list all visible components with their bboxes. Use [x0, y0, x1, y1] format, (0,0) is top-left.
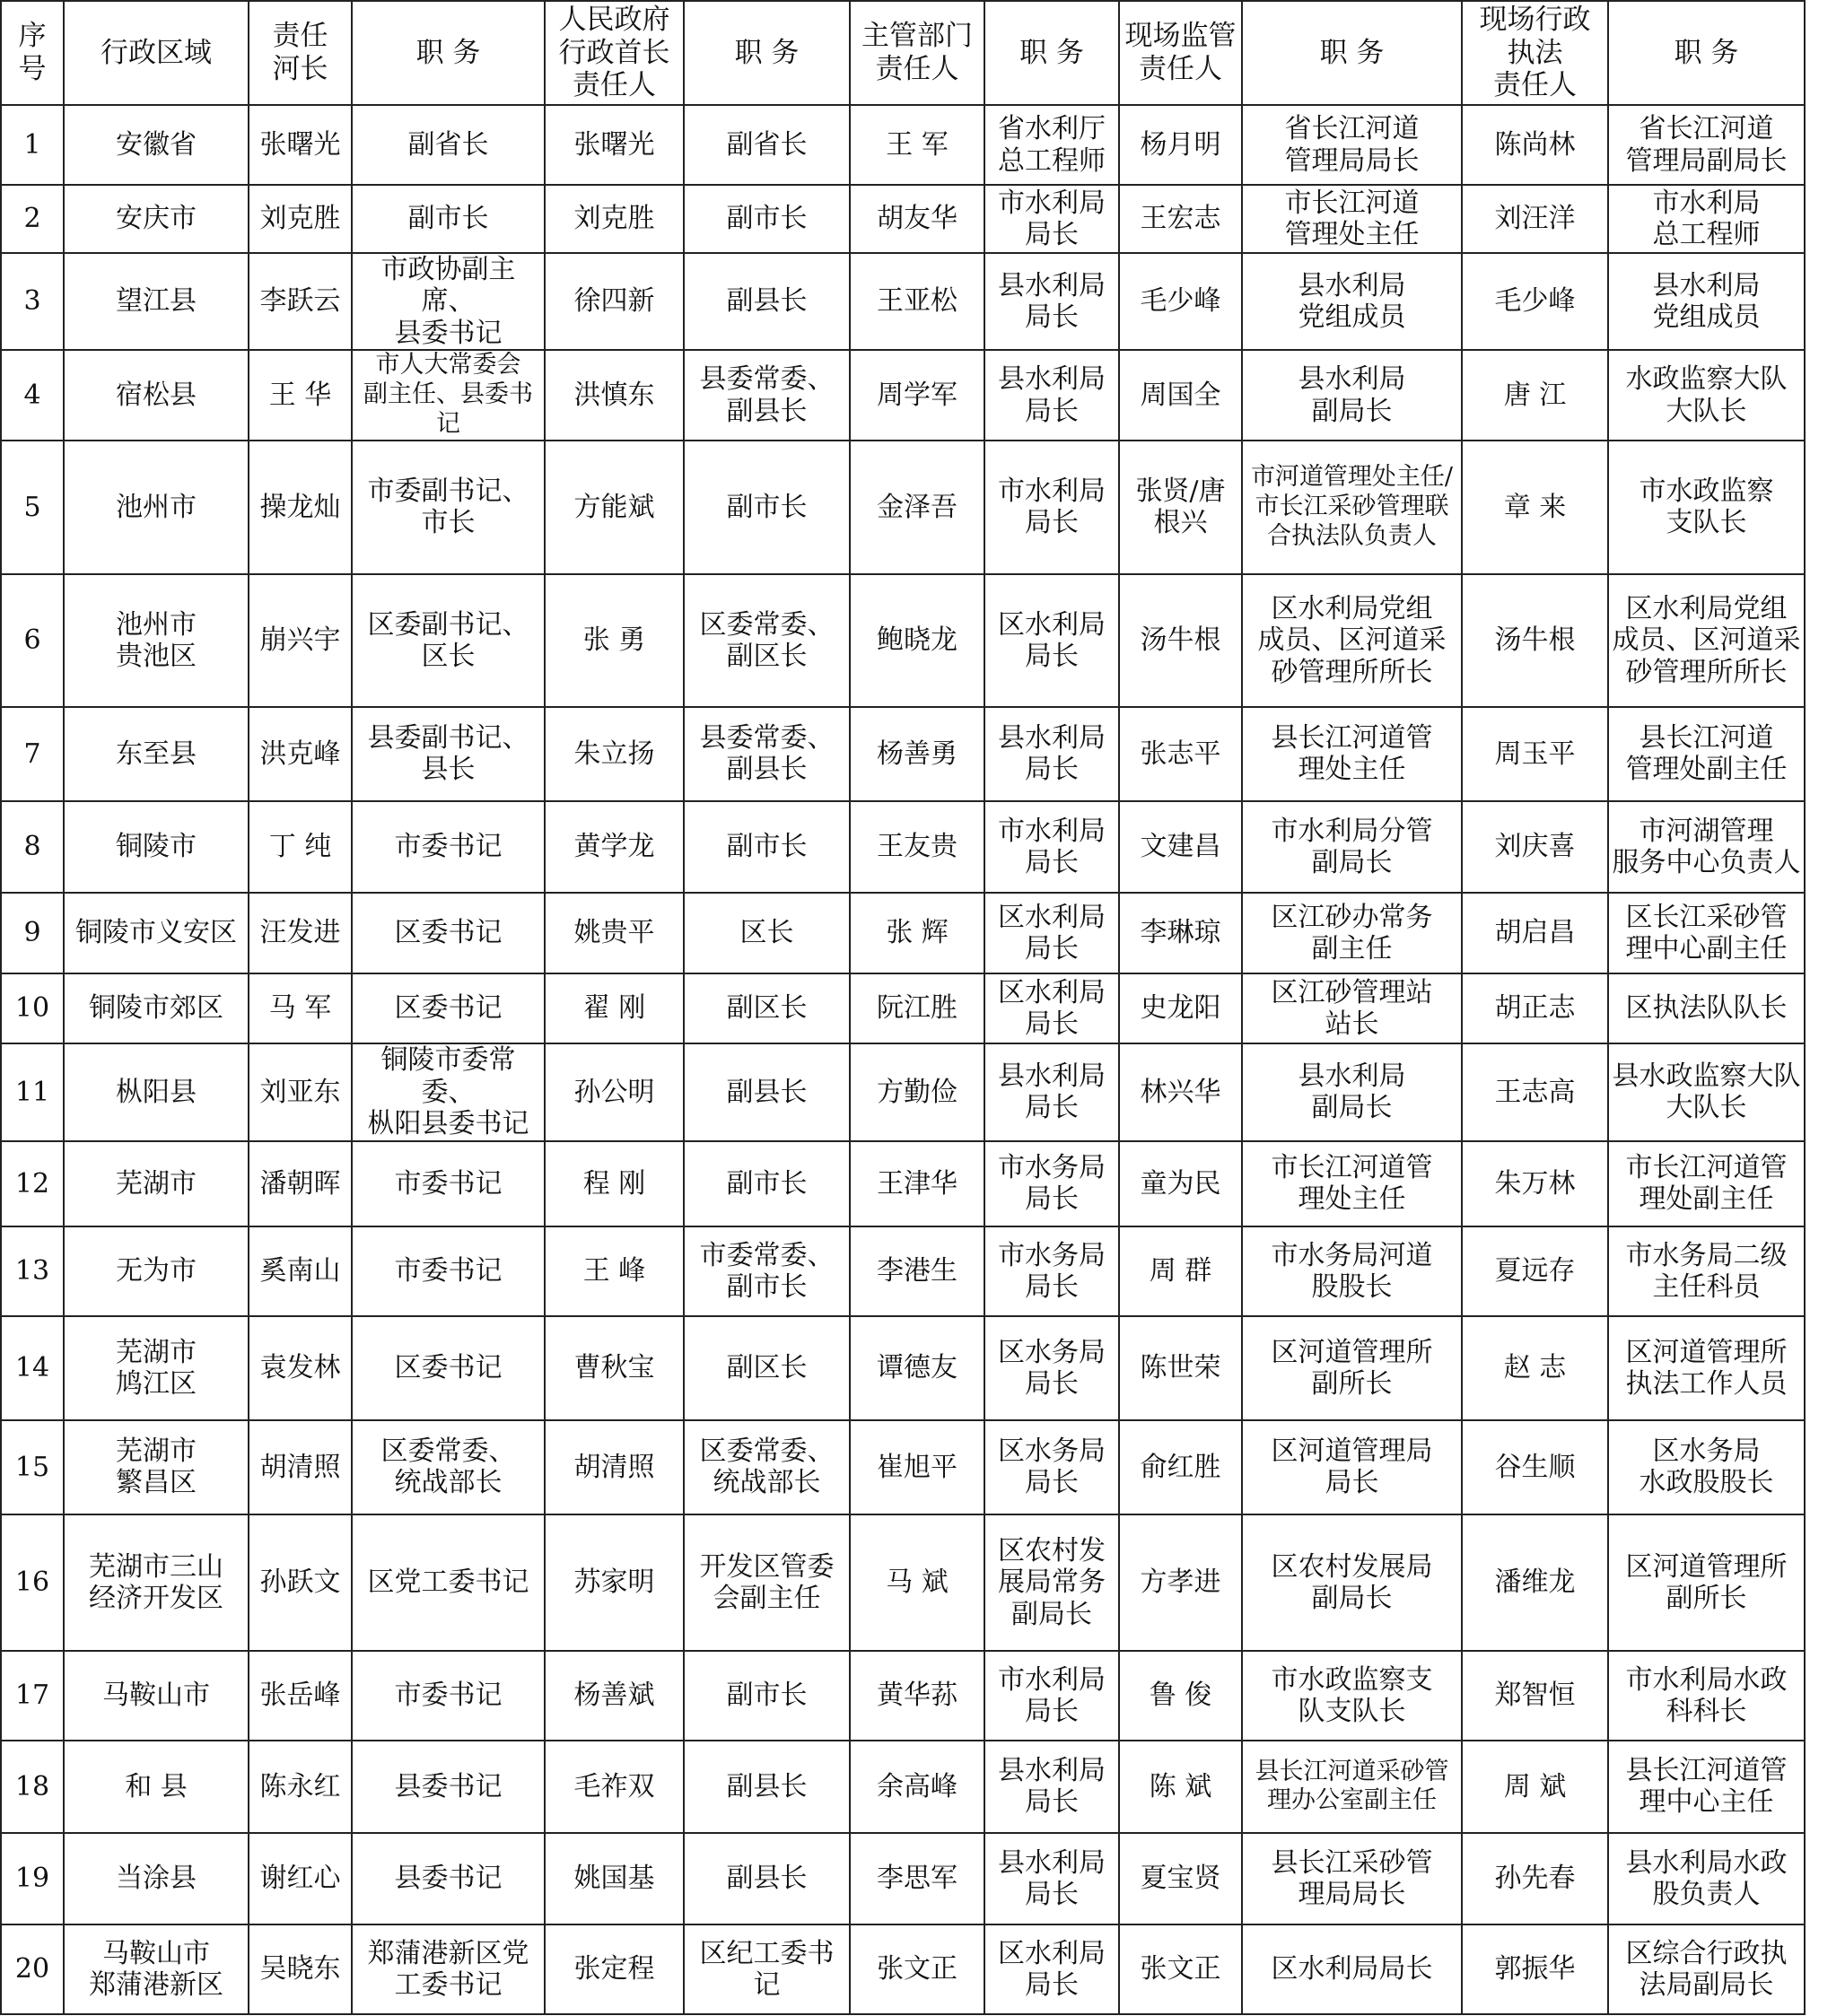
cell-onsite-supervisor-position: 市河道管理处主任/ 市长江采砂管理联 合执法队负责人	[1242, 441, 1462, 574]
cell-department-head-position: 区水利局 局长	[984, 893, 1119, 973]
table-row	[1, 253, 1805, 350]
cell-river-chief: 潘朝晖	[249, 1141, 352, 1226]
cell-region: 马鞍山市 郑蒲港新区	[64, 1924, 249, 2014]
cell-index: 7	[1, 707, 64, 801]
cell-enforcement-officer: 朱万林	[1462, 1141, 1608, 1226]
cell-river-chief: 谢红心	[249, 1833, 352, 1924]
cell-index: 17	[1, 1651, 64, 1741]
cell-index: 19	[1, 1833, 64, 1924]
cell-department-head: 杨善勇	[850, 707, 984, 801]
cell-enforcement-officer-position: 区河道管理所 副所长	[1608, 1514, 1805, 1651]
cell-government-head: 张 勇	[545, 574, 684, 707]
cell-river-chief-position: 郑蒲港新区党 工委书记	[352, 1924, 545, 2014]
table-row	[1, 1043, 1805, 1141]
cell-government-head: 方能斌	[545, 441, 684, 574]
table-row	[1, 1924, 1805, 2014]
header-row	[1, 1, 1805, 105]
header-onsite-supervisor: 现场监管 责任人	[1119, 1, 1242, 105]
cell-department-head-position: 县水利局 局长	[984, 1043, 1119, 1141]
cell-index: 8	[1, 801, 64, 893]
cell-department-head-position: 区农村发 展局常务 副局长	[984, 1514, 1119, 1651]
cell-enforcement-officer-position: 区长江采砂管 理中心副主任	[1608, 893, 1805, 973]
cell-river-chief-position: 区委书记	[352, 973, 545, 1043]
cell-index: 15	[1, 1420, 64, 1514]
cell-government-head: 杨善斌	[545, 1651, 684, 1741]
cell-index: 3	[1, 253, 64, 350]
cell-region: 东至县	[64, 707, 249, 801]
cell-river-chief: 张岳峰	[249, 1651, 352, 1741]
cell-department-head: 阮江胜	[850, 973, 984, 1043]
cell-enforcement-officer-position: 市水利局 总工程师	[1608, 185, 1805, 253]
table-row	[1, 105, 1805, 185]
cell-enforcement-officer-position: 区水利局党组 成员、区河道采 砂管理所所长	[1608, 574, 1805, 707]
cell-onsite-supervisor-position: 区江砂办常务 副主任	[1242, 893, 1462, 973]
cell-enforcement-officer: 潘维龙	[1462, 1514, 1608, 1651]
table-row	[1, 801, 1805, 893]
cell-enforcement-officer: 周 斌	[1462, 1741, 1608, 1833]
cell-onsite-supervisor: 陈世荣	[1119, 1316, 1242, 1420]
cell-government-head: 朱立扬	[545, 707, 684, 801]
cell-government-head-position: 副市长	[684, 801, 850, 893]
cell-index: 1	[1, 105, 64, 185]
cell-government-head-position: 副区长	[684, 1316, 850, 1420]
cell-river-chief: 操龙灿	[249, 441, 352, 574]
cell-department-head: 王亚松	[850, 253, 984, 350]
cell-government-head-position: 区委常委、 统战部长	[684, 1420, 850, 1514]
cell-enforcement-officer: 汤牛根	[1462, 574, 1608, 707]
table-row	[1, 1420, 1805, 1514]
cell-government-head-position: 区委常委、 副区长	[684, 574, 850, 707]
cell-onsite-supervisor-position: 区河道管理局 局长	[1242, 1420, 1462, 1514]
cell-enforcement-officer: 刘庆喜	[1462, 801, 1608, 893]
cell-enforcement-officer: 唐 江	[1462, 350, 1608, 441]
cell-enforcement-officer: 周玉平	[1462, 707, 1608, 801]
cell-enforcement-officer: 赵 志	[1462, 1316, 1608, 1420]
cell-onsite-supervisor-position: 县长江河道管 理处主任	[1242, 707, 1462, 801]
cell-river-chief-position: 市委书记	[352, 1141, 545, 1226]
cell-onsite-supervisor: 周国全	[1119, 350, 1242, 441]
cell-government-head-position: 市委常委、 副市长	[684, 1226, 850, 1316]
cell-river-chief-position: 市委书记	[352, 1651, 545, 1741]
cell-river-chief: 王 华	[249, 350, 352, 441]
cell-onsite-supervisor-position: 市长江河道管 理处主任	[1242, 1141, 1462, 1226]
cell-onsite-supervisor: 李琳琼	[1119, 893, 1242, 973]
cell-onsite-supervisor: 林兴华	[1119, 1043, 1242, 1141]
header-river-chief: 责任 河长	[249, 1, 352, 105]
header-index: 序 号	[1, 1, 64, 105]
cell-enforcement-officer: 郭振华	[1462, 1924, 1608, 2014]
cell-enforcement-officer-position: 县长江河道 管理处副主任	[1608, 707, 1805, 801]
cell-enforcement-officer-position: 县长江河道管 理中心主任	[1608, 1741, 1805, 1833]
cell-onsite-supervisor-position: 省长江河道 管理局局长	[1242, 105, 1462, 185]
cell-index: 10	[1, 973, 64, 1043]
cell-region: 望江县	[64, 253, 249, 350]
cell-department-head: 张 辉	[850, 893, 984, 973]
cell-enforcement-officer: 郑智恒	[1462, 1651, 1608, 1741]
cell-department-head: 鲍晓龙	[850, 574, 984, 707]
cell-enforcement-officer-position: 省长江河道 管理局副局长	[1608, 105, 1805, 185]
header-government-head-position: 职 务	[684, 1, 850, 105]
table-row	[1, 707, 1805, 801]
cell-government-head: 毛祚双	[545, 1741, 684, 1833]
cell-river-chief: 张曙光	[249, 105, 352, 185]
cell-department-head-position: 市水务局 局长	[984, 1141, 1119, 1226]
cell-government-head: 姚国基	[545, 1833, 684, 1924]
cell-region: 池州市	[64, 441, 249, 574]
cell-index: 5	[1, 441, 64, 574]
cell-government-head-position: 区纪工委书 记	[684, 1924, 850, 2014]
cell-department-head: 金泽吾	[850, 441, 984, 574]
cell-river-chief: 刘克胜	[249, 185, 352, 253]
header-river-chief-position: 职 务	[352, 1, 545, 105]
cell-department-head: 王 军	[850, 105, 984, 185]
table-body	[1, 105, 1805, 2014]
cell-onsite-supervisor: 张贤/唐 根兴	[1119, 441, 1242, 574]
cell-region: 安徽省	[64, 105, 249, 185]
cell-department-head-position: 区水利局 局长	[984, 574, 1119, 707]
cell-enforcement-officer-position: 区河道管理所 执法工作人员	[1608, 1316, 1805, 1420]
cell-government-head: 徐四新	[545, 253, 684, 350]
cell-onsite-supervisor-position: 市长江河道 管理处主任	[1242, 185, 1462, 253]
table-row	[1, 1226, 1805, 1316]
cell-region: 马鞍山市	[64, 1651, 249, 1741]
cell-onsite-supervisor-position: 市水利局分管 副局长	[1242, 801, 1462, 893]
cell-river-chief-position: 区委副书记、 区长	[352, 574, 545, 707]
cell-department-head-position: 县水利局 局长	[984, 350, 1119, 441]
cell-enforcement-officer-position: 市水务局二级 主任科员	[1608, 1226, 1805, 1316]
cell-river-chief-position: 县委副书记、 县长	[352, 707, 545, 801]
cell-enforcement-officer-position: 县水利局 党组成员	[1608, 253, 1805, 350]
cell-river-chief-position: 县委书记	[352, 1741, 545, 1833]
cell-government-head: 姚贵平	[545, 893, 684, 973]
cell-river-chief-position: 区党工委书记	[352, 1514, 545, 1651]
cell-government-head-position: 副市长	[684, 1651, 850, 1741]
header-region: 行政区域	[64, 1, 249, 105]
cell-department-head: 李港生	[850, 1226, 984, 1316]
table-row	[1, 1141, 1805, 1226]
cell-enforcement-officer: 孙先春	[1462, 1833, 1608, 1924]
cell-river-chief: 陈永红	[249, 1741, 352, 1833]
header-enforcement-officer-position: 职 务	[1608, 1, 1805, 105]
cell-department-head: 余高峰	[850, 1741, 984, 1833]
cell-river-chief: 汪发进	[249, 893, 352, 973]
cell-enforcement-officer: 胡正志	[1462, 973, 1608, 1043]
cell-onsite-supervisor: 陈 斌	[1119, 1741, 1242, 1833]
cell-index: 14	[1, 1316, 64, 1420]
cell-department-head-position: 市水利局 局长	[984, 441, 1119, 574]
cell-onsite-supervisor: 方孝进	[1119, 1514, 1242, 1651]
cell-government-head-position: 副县长	[684, 1741, 850, 1833]
cell-department-head-position: 区水务局 局长	[984, 1420, 1119, 1514]
cell-region: 宿松县	[64, 350, 249, 441]
cell-region: 铜陵市	[64, 801, 249, 893]
table-row	[1, 441, 1805, 574]
cell-enforcement-officer: 章 来	[1462, 441, 1608, 574]
cell-river-chief: 奚南山	[249, 1226, 352, 1316]
table-row	[1, 1514, 1805, 1651]
cell-enforcement-officer-position: 市河湖管理 服务中心负责人	[1608, 801, 1805, 893]
cell-government-head: 孙公明	[545, 1043, 684, 1141]
cell-government-head: 翟 刚	[545, 973, 684, 1043]
table-row	[1, 350, 1805, 441]
cell-enforcement-officer: 毛少峰	[1462, 253, 1608, 350]
cell-government-head: 黄学龙	[545, 801, 684, 893]
cell-government-head: 王 峰	[545, 1226, 684, 1316]
cell-onsite-supervisor: 毛少峰	[1119, 253, 1242, 350]
cell-government-head-position: 副市长	[684, 441, 850, 574]
header-onsite-supervisor-position: 职 务	[1242, 1, 1462, 105]
cell-department-head: 马 斌	[850, 1514, 984, 1651]
cell-region: 芜湖市 鸠江区	[64, 1316, 249, 1420]
cell-onsite-supervisor-position: 县长江河道采砂管 理办公室副主任	[1242, 1741, 1462, 1833]
cell-enforcement-officer: 胡启昌	[1462, 893, 1608, 973]
cell-river-chief-position: 市委书记	[352, 1226, 545, 1316]
cell-onsite-supervisor-position: 市水政监察支 队支队长	[1242, 1651, 1462, 1741]
cell-department-head-position: 区水利局 局长	[984, 1924, 1119, 2014]
table-row	[1, 185, 1805, 253]
cell-river-chief-position: 市政协副主席、 县委书记	[352, 253, 545, 350]
cell-enforcement-officer-position: 水政监察大队 大队长	[1608, 350, 1805, 441]
cell-government-head: 张定程	[545, 1924, 684, 2014]
cell-enforcement-officer-position: 市水利局水政 科科长	[1608, 1651, 1805, 1741]
cell-onsite-supervisor: 张志平	[1119, 707, 1242, 801]
cell-river-chief: 孙跃文	[249, 1514, 352, 1651]
cell-onsite-supervisor: 文建昌	[1119, 801, 1242, 893]
cell-enforcement-officer-position: 县水政监察大队 大队长	[1608, 1043, 1805, 1141]
cell-river-chief: 丁 纯	[249, 801, 352, 893]
table-row	[1, 1651, 1805, 1741]
cell-department-head: 胡友华	[850, 185, 984, 253]
cell-department-head-position: 区水利局 局长	[984, 973, 1119, 1043]
cell-department-head: 谭德友	[850, 1316, 984, 1420]
cell-region: 铜陵市郊区	[64, 973, 249, 1043]
header-government-head: 人民政府 行政首长 责任人	[545, 1, 684, 105]
cell-government-head: 曹秋宝	[545, 1316, 684, 1420]
cell-region: 枞阳县	[64, 1043, 249, 1141]
cell-onsite-supervisor-position: 县水利局 副局长	[1242, 350, 1462, 441]
cell-onsite-supervisor-position: 区农村发展局 副局长	[1242, 1514, 1462, 1651]
cell-region: 当涂县	[64, 1833, 249, 1924]
cell-onsite-supervisor: 汤牛根	[1119, 574, 1242, 707]
cell-department-head-position: 市水利局 局长	[984, 1651, 1119, 1741]
cell-department-head: 方勤俭	[850, 1043, 984, 1141]
cell-river-chief: 刘亚东	[249, 1043, 352, 1141]
cell-index: 11	[1, 1043, 64, 1141]
cell-river-chief-position: 市人大常委会 副主任、县委书记	[352, 350, 545, 441]
cell-river-chief: 李跃云	[249, 253, 352, 350]
header-department-head-position: 职 务	[984, 1, 1119, 105]
cell-enforcement-officer-position: 区水务局 水政股股长	[1608, 1420, 1805, 1514]
cell-enforcement-officer-position: 市水政监察 支队长	[1608, 441, 1805, 574]
cell-river-chief-position: 市委副书记、 市长	[352, 441, 545, 574]
header-department-head: 主管部门 责任人	[850, 1, 984, 105]
cell-index: 12	[1, 1141, 64, 1226]
cell-department-head-position: 县水利局 局长	[984, 707, 1119, 801]
cell-river-chief-position: 区委常委、 统战部长	[352, 1420, 545, 1514]
table-row	[1, 1741, 1805, 1833]
cell-onsite-supervisor: 周 群	[1119, 1226, 1242, 1316]
table-row	[1, 973, 1805, 1043]
cell-river-chief-position: 县委书记	[352, 1833, 545, 1924]
cell-government-head-position: 区长	[684, 893, 850, 973]
cell-onsite-supervisor-position: 县水利局 党组成员	[1242, 253, 1462, 350]
cell-department-head: 张文正	[850, 1924, 984, 2014]
cell-index: 20	[1, 1924, 64, 2014]
cell-government-head: 洪慎东	[545, 350, 684, 441]
cell-department-head-position: 市水利局 局长	[984, 185, 1119, 253]
cell-department-head-position: 区水务局 局长	[984, 1316, 1119, 1420]
cell-government-head-position: 县委常委、 副县长	[684, 350, 850, 441]
cell-index: 16	[1, 1514, 64, 1651]
cell-department-head: 崔旭平	[850, 1420, 984, 1514]
table-row	[1, 574, 1805, 707]
cell-river-chief: 洪克峰	[249, 707, 352, 801]
cell-government-head-position: 副市长	[684, 1141, 850, 1226]
cell-department-head-position: 市水利局 局长	[984, 801, 1119, 893]
cell-government-head-position: 县委常委、 副县长	[684, 707, 850, 801]
cell-onsite-supervisor-position: 区江砂管理站 站长	[1242, 973, 1462, 1043]
table-row	[1, 1833, 1805, 1924]
cell-department-head: 李思军	[850, 1833, 984, 1924]
cell-enforcement-officer: 王志高	[1462, 1043, 1608, 1141]
cell-region: 铜陵市义安区	[64, 893, 249, 973]
cell-department-head-position: 县水利局 局长	[984, 1833, 1119, 1924]
cell-region: 芜湖市	[64, 1141, 249, 1226]
cell-onsite-supervisor: 杨月明	[1119, 105, 1242, 185]
cell-onsite-supervisor: 张文正	[1119, 1924, 1242, 2014]
cell-onsite-supervisor-position: 县长江采砂管 理局局长	[1242, 1833, 1462, 1924]
cell-region: 池州市 贵池区	[64, 574, 249, 707]
cell-enforcement-officer: 谷生顺	[1462, 1420, 1608, 1514]
cell-index: 13	[1, 1226, 64, 1316]
cell-department-head: 周学军	[850, 350, 984, 441]
cell-onsite-supervisor: 童为民	[1119, 1141, 1242, 1226]
cell-government-head: 苏家明	[545, 1514, 684, 1651]
cell-government-head-position: 副市长	[684, 185, 850, 253]
cell-department-head-position: 市水务局 局长	[984, 1226, 1119, 1316]
cell-river-chief: 崩兴宇	[249, 574, 352, 707]
cell-onsite-supervisor-position: 区河道管理所 副所长	[1242, 1316, 1462, 1420]
cell-region: 芜湖市 繁昌区	[64, 1420, 249, 1514]
header-enforcement-officer: 现场行政 执法 责任人	[1462, 1, 1608, 105]
cell-river-chief-position: 区委书记	[352, 1316, 545, 1420]
cell-government-head-position: 副区长	[684, 973, 850, 1043]
cell-onsite-supervisor-position: 市水务局河道 股股长	[1242, 1226, 1462, 1316]
cell-onsite-supervisor-position: 县水利局 副局长	[1242, 1043, 1462, 1141]
cell-river-chief-position: 副市长	[352, 185, 545, 253]
cell-river-chief: 胡清照	[249, 1420, 352, 1514]
cell-enforcement-officer-position: 区综合行政执 法局副局长	[1608, 1924, 1805, 2014]
cell-government-head: 刘克胜	[545, 185, 684, 253]
cell-government-head: 张曙光	[545, 105, 684, 185]
cell-government-head: 胡清照	[545, 1420, 684, 1514]
cell-river-chief-position: 铜陵市委常委、 枞阳县委书记	[352, 1043, 545, 1141]
cell-index: 18	[1, 1741, 64, 1833]
cell-river-chief: 袁发林	[249, 1316, 352, 1420]
table-header	[1, 1, 1805, 105]
cell-enforcement-officer-position: 县水利局水政 股负责人	[1608, 1833, 1805, 1924]
cell-government-head-position: 副县长	[684, 253, 850, 350]
cell-department-head-position: 省水利厅 总工程师	[984, 105, 1119, 185]
cell-index: 4	[1, 350, 64, 441]
cell-river-chief: 吴晓东	[249, 1924, 352, 2014]
cell-river-chief-position: 副省长	[352, 105, 545, 185]
cell-department-head-position: 县水利局 局长	[984, 1741, 1119, 1833]
cell-government-head-position: 副县长	[684, 1833, 850, 1924]
cell-index: 9	[1, 893, 64, 973]
cell-enforcement-officer-position: 区执法队队长	[1608, 973, 1805, 1043]
cell-department-head-position: 县水利局 局长	[984, 253, 1119, 350]
cell-onsite-supervisor-position: 区水利局党组 成员、区河道采 砂管理所所长	[1242, 574, 1462, 707]
cell-enforcement-officer: 夏远存	[1462, 1226, 1608, 1316]
cell-enforcement-officer-position: 市长江河道管 理处副主任	[1608, 1141, 1805, 1226]
cell-department-head: 黄华荪	[850, 1651, 984, 1741]
cell-department-head: 王津华	[850, 1141, 984, 1226]
cell-onsite-supervisor: 鲁 俊	[1119, 1651, 1242, 1741]
cell-government-head-position: 副县长	[684, 1043, 850, 1141]
table-row	[1, 1316, 1805, 1420]
cell-department-head: 王友贵	[850, 801, 984, 893]
cell-onsite-supervisor-position: 区水利局局长	[1242, 1924, 1462, 2014]
cell-region: 无为市	[64, 1226, 249, 1316]
cell-onsite-supervisor: 王宏志	[1119, 185, 1242, 253]
cell-enforcement-officer: 陈尚林	[1462, 105, 1608, 185]
cell-river-chief: 马 军	[249, 973, 352, 1043]
cell-river-chief-position: 区委书记	[352, 893, 545, 973]
cell-onsite-supervisor: 俞红胜	[1119, 1420, 1242, 1514]
cell-enforcement-officer: 刘汪洋	[1462, 185, 1608, 253]
cell-government-head: 程 刚	[545, 1141, 684, 1226]
cell-region: 和 县	[64, 1741, 249, 1833]
cell-index: 6	[1, 574, 64, 707]
cell-index: 2	[1, 185, 64, 253]
cell-onsite-supervisor: 夏宝贤	[1119, 1833, 1242, 1924]
cell-region: 安庆市	[64, 185, 249, 253]
table-row	[1, 893, 1805, 973]
cell-government-head-position: 开发区管委 会副主任	[684, 1514, 850, 1651]
cell-onsite-supervisor: 史龙阳	[1119, 973, 1242, 1043]
cell-region: 芜湖市三山 经济开发区	[64, 1514, 249, 1651]
cell-government-head-position: 副省长	[684, 105, 850, 185]
cell-river-chief-position: 市委书记	[352, 801, 545, 893]
